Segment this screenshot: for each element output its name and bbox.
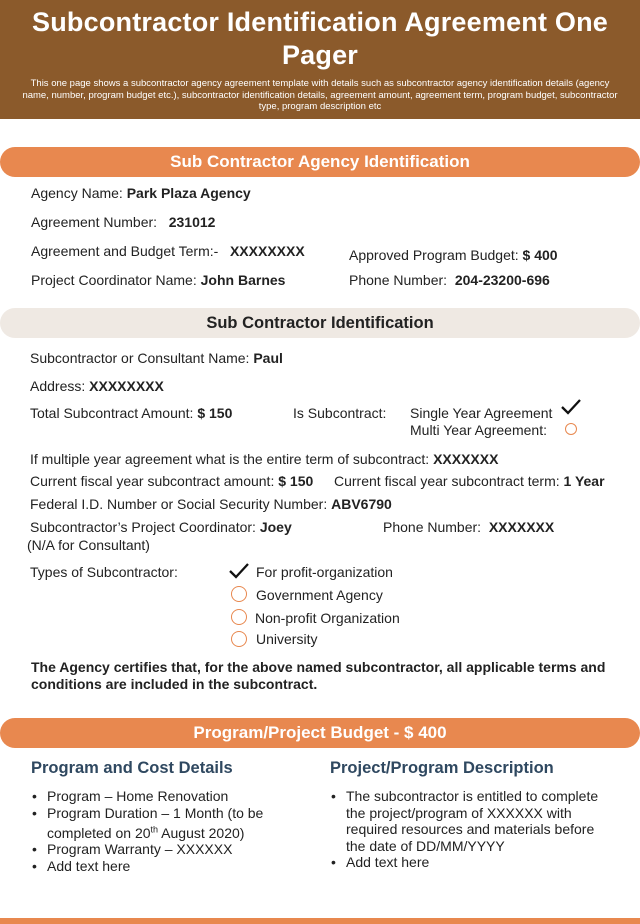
current-amount-row [30,473,313,490]
duration-text: Program Duration – 1 Month (to be completed on 20th August 2020) [47,804,264,841]
agreement-number-label: Agreement Number: [31,214,158,230]
single-year-checkmark-icon[interactable] [560,398,582,416]
current-term-row [334,473,605,490]
agency-name-row [31,185,251,202]
nonprofit-radio-icon[interactable] [231,609,247,625]
current-amount-value: $ 150 [278,473,314,489]
sub-phone-row [383,519,554,536]
agency-phone-row [349,272,550,289]
agency-name-value: Park Plaza Agency [126,185,251,201]
address-value: XXXXXXXX [89,378,164,394]
sub-coordinator-value: Joey [259,519,292,535]
approved-budget-label: Approved Program Budget: [349,247,519,263]
program-cost-list [32,788,297,874]
project-coordinator-value: John Barnes [200,272,286,288]
list-item: • Program Warranty – XXXXXX [32,841,297,858]
program-cost-title: Program and Cost Details [31,759,233,777]
multi-term-row [30,451,498,468]
agreement-term-row [31,243,305,260]
total-amount-row [30,405,232,422]
approved-budget-value: $ 400 [522,247,558,263]
budget-section-title: Program/Project Budget - $ 400 [0,718,640,748]
approved-budget-row [349,247,558,264]
address-label: Address: [30,378,86,394]
federal-id-row [30,496,392,513]
total-amount-label: Total Subcontract Amount: [30,405,194,421]
project-description-list [331,788,601,871]
type-for-profit: For profit-organization [256,564,393,580]
current-amount-label: Current fiscal year subcontract amount: [30,473,275,489]
page-title: Subcontractor Identification Agreement One Pager [32,7,608,70]
agency-phone-label: Phone Number: [349,272,448,288]
project-coordinator-row [31,272,285,289]
university-radio-icon[interactable] [231,631,247,647]
multi-year-radio-icon[interactable] [565,423,577,435]
agreement-term-value: XXXXXXXX [229,243,305,259]
consultant-name-value: Paul [253,350,283,366]
single-year-label: Single Year Agreement [410,405,553,421]
page-subtitle: This one page shows a subcontractor agency agreement template with details such as subcontractor agency identification details (agency name, number, program budget etc.), subcontractor identification details, agreement amount, agreement term, program budget, subcontractor type, program description etc [22,78,618,112]
federal-id-value: ABV6790 [331,496,392,512]
project-coordinator-label: Project Coordinator Name: [31,272,197,288]
coordinator-note: (N/A for Consultant) [27,537,150,553]
government-radio-icon[interactable] [231,586,247,602]
type-government: Government Agency [256,587,383,603]
multi-year-label: Multi Year Agreement: [410,422,547,438]
current-term-value: 1 Year [563,473,605,489]
certification-text: The Agency certifies that, for the above named subcontractor, all applicable terms and conditions are included in the subcontract. [31,659,606,692]
sub-coordinator-label: Subcontractor’s Project Coordinator: [30,519,256,535]
page-header [0,0,640,119]
sub-phone-label: Phone Number: [383,519,482,535]
list-item: • Add text here [331,854,601,871]
federal-id-label: Federal I.D. Number or Social Security Number: [30,496,328,512]
for-profit-checkmark-icon[interactable] [228,562,250,580]
multi-term-label: If multiple year agreement what is the entire term of subcontract: [30,451,430,467]
list-item: • The subcontractor is entitled to complete the project/program of XXXXXX with required resources and materials before the date of DD/MM/YYYY [331,788,601,854]
subcontractor-section-title: Sub Contractor Identification [0,308,640,338]
agency-section-title: Sub Contractor Agency Identification [0,147,640,177]
types-label: Types of Subcontractor: [30,564,178,580]
type-university: University [256,631,318,647]
project-description-title: Project/Program Description [330,759,554,777]
agreement-term-label: Agreement and Budget Term:- [31,243,219,259]
total-amount-value: $ 150 [197,405,233,421]
type-nonprofit: Non-profit Organization [255,610,400,626]
sub-phone-value: XXXXXXX [488,519,555,535]
bottom-accent-bar [0,918,640,924]
consultant-name-row [30,350,283,367]
agency-phone-value: 204-23200-696 [454,272,550,288]
consultant-name-label: Subcontractor or Consultant Name: [30,350,250,366]
current-term-label: Current fiscal year subcontract term: [334,473,560,489]
address-row [30,378,164,395]
list-item [32,805,297,842]
list-item: • Program – Home Renovation [32,788,297,805]
sub-coordinator-row [30,519,292,536]
agency-name-label: Agency Name: [31,185,123,201]
agreement-number-value: 231012 [168,214,216,230]
multi-term-value: XXXXXXX [433,451,499,467]
list-item: • Add text here [32,858,297,875]
is-subcontract-label: Is Subcontract: [293,405,387,421]
agreement-number-row [31,214,215,231]
